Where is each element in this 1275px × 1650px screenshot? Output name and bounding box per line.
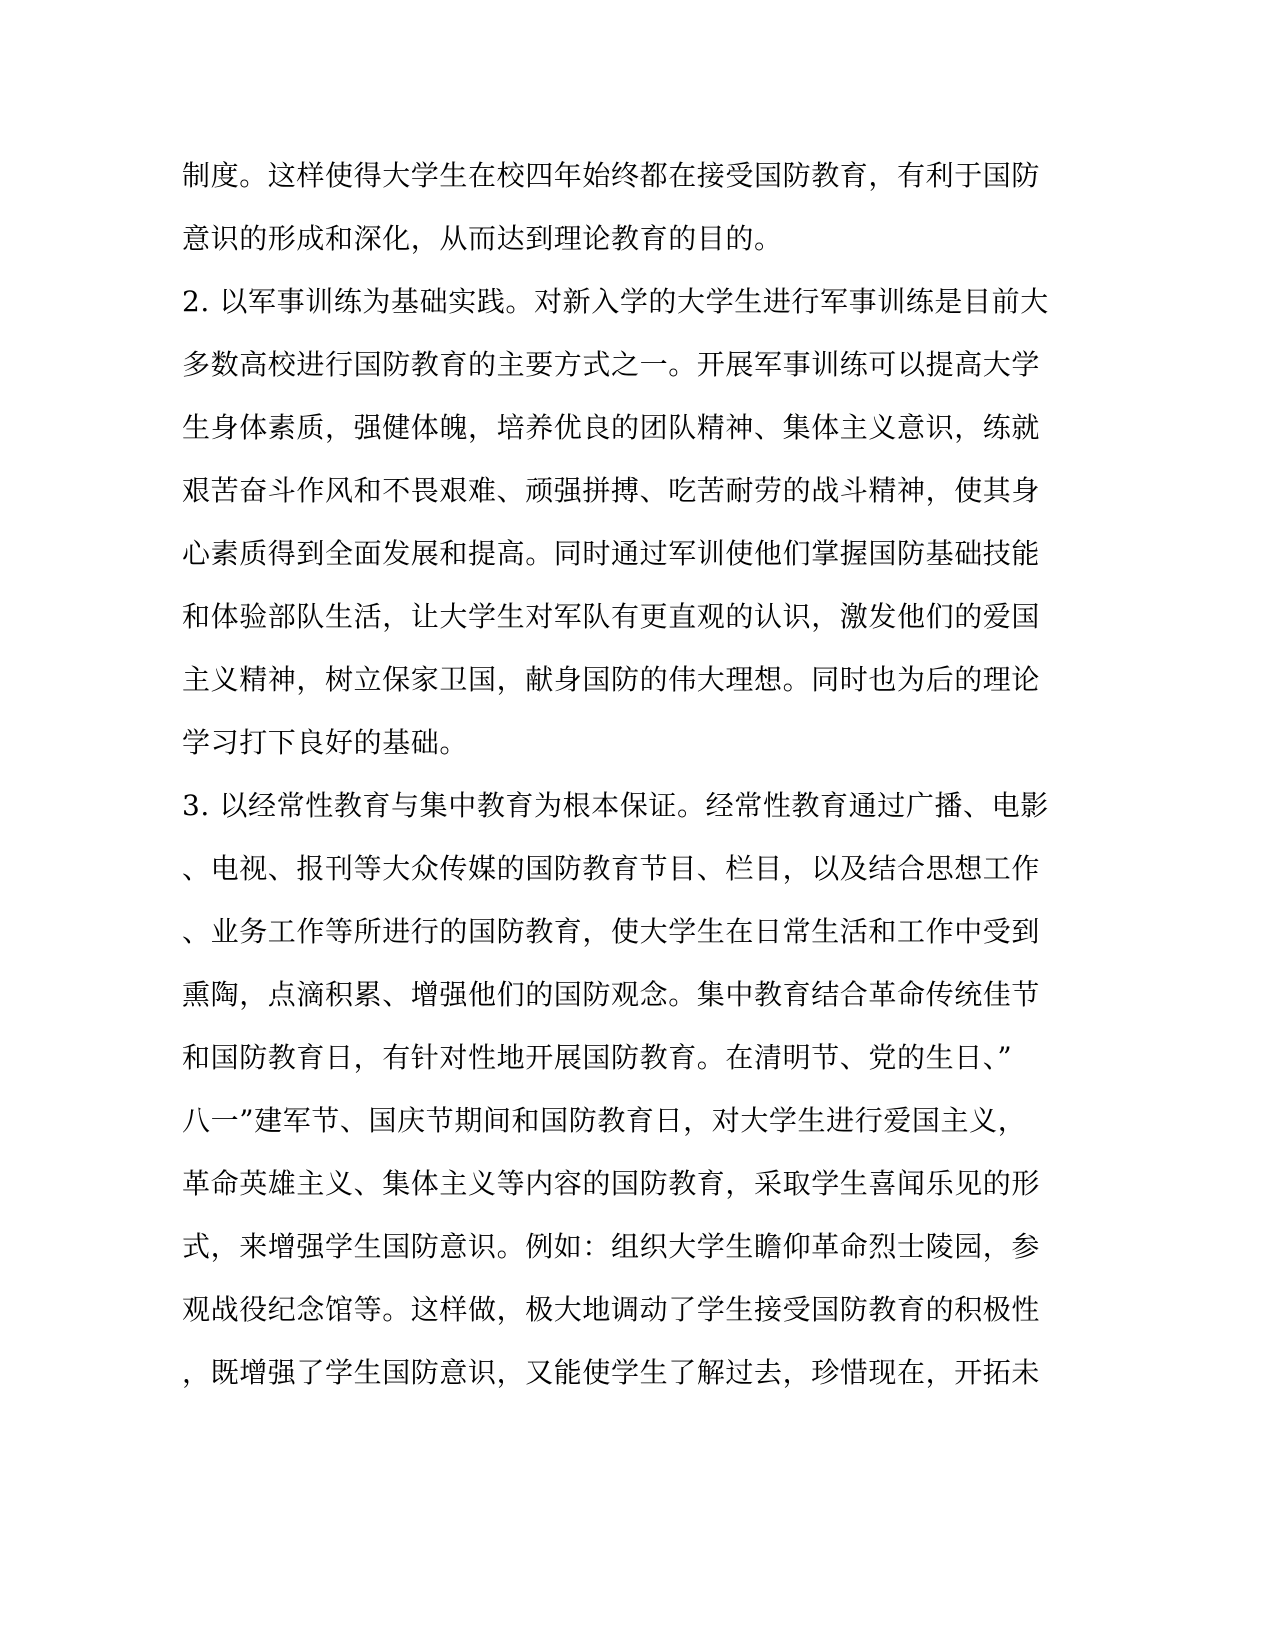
text-line: 意识的形成和深化，从而达到理论教育的目的。 (182, 222, 783, 255)
text-line: 革命英雄主义、集体主义等内容的国防教育，采取学生喜闻乐见的形 (182, 1167, 1041, 1200)
text-line: 式，来增强学生国防意识。例如：组织大学生瞻仰革命烈士陵园，参 (182, 1230, 1041, 1263)
text-line: 八一”建军节、国庆节期间和国防教育日，对大学生进行爱国主义， (182, 1104, 1027, 1137)
text-line: 熏陶，点滴积累、增强他们的国防观念。集中教育结合革命传统佳节 (182, 978, 1041, 1011)
text-line: 主义精神，树立保家卫国，献身国防的伟大理想。同时也为后的理论 (182, 663, 1041, 696)
text-line: 心素质得到全面发展和提高。同时通过军训使他们掌握国防基础技能 (182, 537, 1041, 570)
text-line: 生身体素质，强健体魄，培养优良的团队精神、集体主义意识，练就 (182, 411, 1041, 444)
text-line: 3. 以经常性教育与集中教育为根本保证。经常性教育通过广播、电影 (182, 789, 1049, 822)
text-line: 和国防教育日，有针对性地开展国防教育。在清明节、党的生日、” (182, 1041, 1013, 1074)
text-line: 制度。这样使得大学生在校四年始终都在接受国防教育，有利于国防 (182, 159, 1041, 192)
text-line: 观战役纪念馆等。这样做，极大地调动了学生接受国防教育的积极性 (182, 1293, 1041, 1326)
text-line: 、业务工作等所进行的国防教育，使大学生在日常生活和工作中受到 (182, 915, 1041, 948)
text-line: 和体验部队生活，让大学生对军队有更直观的认识，激发他们的爱国 (182, 600, 1041, 633)
text-line: 、电视、报刊等大众传媒的国防教育节目、栏目，以及结合思想工作 (182, 852, 1041, 885)
text-line: 2. 以军事训练为基础实践。对新入学的大学生进行军事训练是目前大 (182, 285, 1049, 318)
text-line: 学习打下良好的基础。 (182, 726, 469, 759)
body-text (182, 150, 1049, 1410)
text-line: ，既增强了学生国防意识，又能使学生了解过去，珍惜现在，开拓未 (182, 1356, 1041, 1389)
text-line: 艰苦奋斗作风和不畏艰难、顽强拼搏、吃苦耐劳的战斗精神，使其身 (182, 474, 1041, 507)
text-line: 多数高校进行国防教育的主要方式之一。开展军事训练可以提高大学 (182, 348, 1041, 381)
